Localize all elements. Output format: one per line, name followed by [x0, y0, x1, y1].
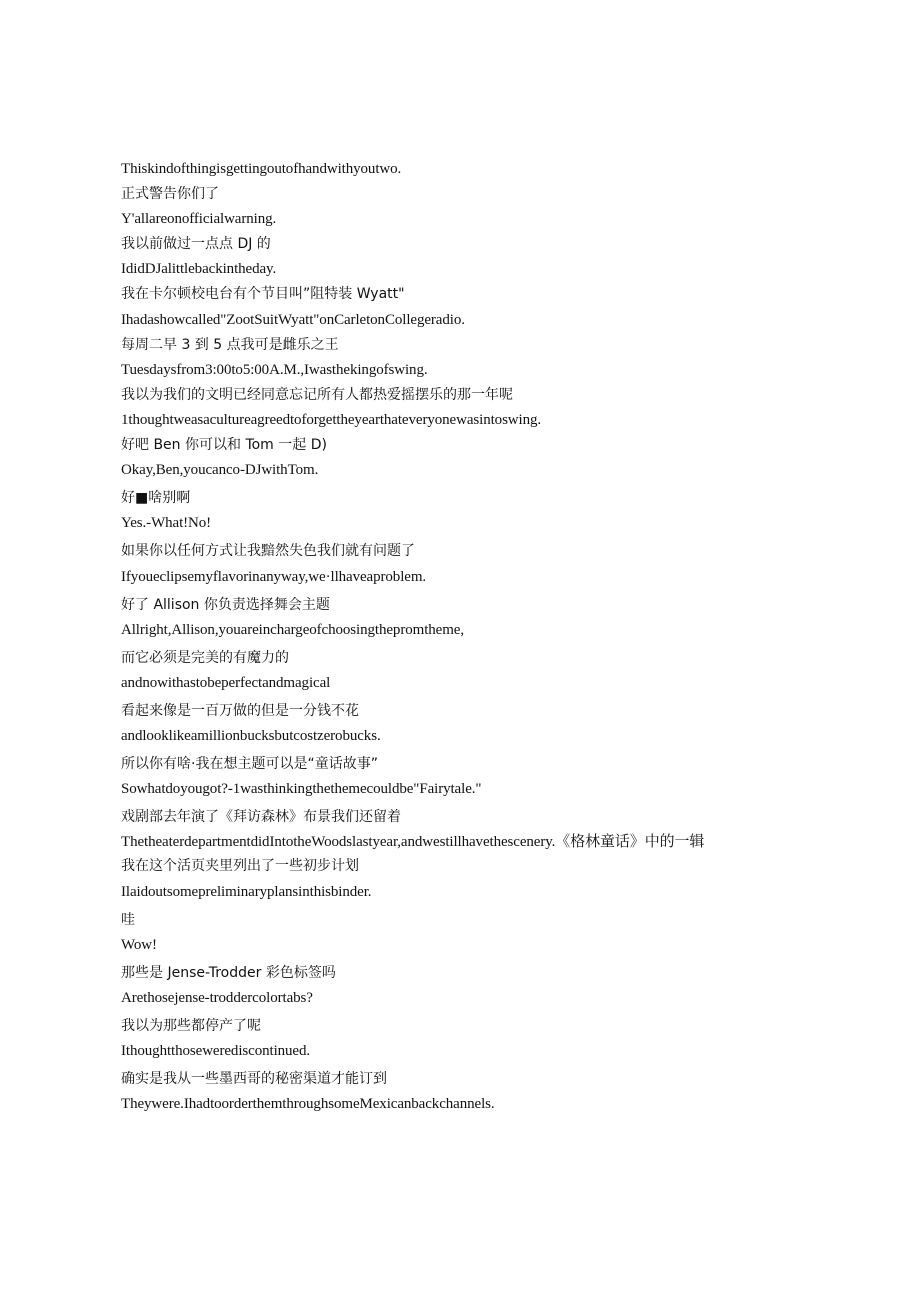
- subtitle-line-en: Wow!: [121, 936, 157, 953]
- subtitle-line-zh: 所以你有啥·我在想主题可以是“童话故事”: [121, 756, 378, 773]
- subtitle-line-en: Allright,Allison,youareinchargeofchoosingthepromtheme,: [121, 621, 464, 638]
- subtitle-line-zh: 我以前做过一点点 DJ 的: [121, 236, 271, 253]
- subtitle-line-en: Thiskindofthingisgettingoutofhandwithyoutwo.: [121, 161, 402, 177]
- subtitle-line-en: Ithoughtthosewerediscontinued.: [121, 1043, 311, 1060]
- subtitle-document: [121, 157, 771, 1117]
- subtitle-line-en: Yes.-What!No!: [121, 515, 212, 532]
- subtitle-line-en: Ilaidoutsomepreliminaryplansinthisbinder.: [121, 883, 372, 900]
- subtitle-line-en: Arethosejense-troddercolortabs?: [121, 989, 313, 1006]
- subtitle-line-en: Ifyoueclipsemyflavorinanyway,we·llhaveaproblem.: [121, 568, 427, 585]
- subtitle-line-en: Sowhatdoyougot?-1wasthinkingthethemecouldbe"Fairytale.": [121, 781, 482, 798]
- subtitle-line-zh: 正式警告你们了: [121, 186, 219, 203]
- subtitle-line-en: 1thoughtweasacultureagreedtoforgettheyearthateveryonewasintoswing.: [121, 411, 542, 428]
- subtitle-line-en: Okay,Ben,youcanco-DJwithTom.: [121, 462, 319, 479]
- subtitle-line-zh: 确实是我从一些墨西哥的秘密渠道才能订到: [121, 1071, 387, 1088]
- subtitle-line-zh: 戏剧部去年演了《拜访森林》布景我们还留着: [121, 809, 401, 826]
- subtitle-line-zh: 我在卡尔顿校电台有个节目叫”阻特装 Wyatt": [121, 286, 405, 303]
- subtitle-line-en: IdidDJalittlebackintheday.: [121, 261, 277, 278]
- subtitle-line-zh: 我在这个活页夹里列出了一些初步计划: [121, 858, 359, 875]
- subtitle-line-zh: 如果你以任何方式让我黯然失色我们就有问题了: [121, 543, 415, 560]
- subtitle-line-zh: 每周二早 3 到 5 点我可是雌乐之王: [121, 336, 339, 353]
- subtitle-line-zh: 好了 Allison 你负责选择舞会主题: [121, 596, 330, 613]
- subtitle-line-en: Ihadashowcalled"ZootSuitWyatt"onCarletonCollegeradio.: [121, 311, 465, 328]
- subtitle-line-en: Y'allareonofficialwarning.: [121, 211, 277, 228]
- subtitle-line-zh: 我以为那些都停产了呢: [121, 1018, 261, 1034]
- subtitle-line-en-wrapped: ThetheaterdepartmentdidIntotheWoodslastyear,andwestillhavethescenery.《格林童话》中的一辑: [121, 834, 705, 851]
- subtitle-line-zh: 哇: [121, 911, 135, 928]
- subtitle-line-zh: 看起来像是一百万做的但是一分钱不花: [121, 702, 359, 719]
- subtitle-line-zh: 好吧 Ben 你可以和 Tom 一起 D): [121, 437, 327, 454]
- subtitle-line-zh: 而它必须是完美的有魔力的: [121, 649, 289, 666]
- subtitle-line-en: Theywere.IhadtoorderthemthroughsomeMexicanbackchannels.: [121, 1096, 495, 1113]
- subtitle-line-zh: 好■啥别啊: [121, 490, 191, 507]
- subtitle-line-en: andnowithastobeperfectandmagical: [121, 674, 331, 691]
- subtitle-line-zh: 我以为我们的文明已经同意忘记所有人都热爱摇摆乐的那一年呢: [121, 386, 513, 403]
- subtitle-line-en: andlooklikeamillionbucksbutcostzerobucks.: [121, 728, 381, 745]
- subtitle-line-zh: 那些是 Jense-Trodder 彩色标签吗: [121, 964, 336, 981]
- subtitle-line-en: Tuesdaysfrom3:00to5:00A.M.,Iwasthekingofswing.: [121, 361, 428, 378]
